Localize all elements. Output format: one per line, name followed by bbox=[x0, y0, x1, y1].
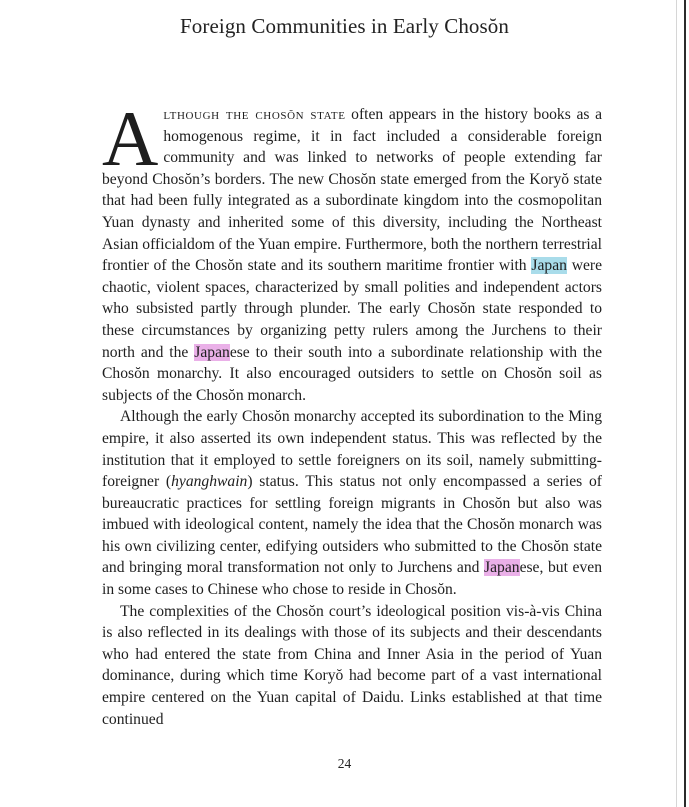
paragraph-2 bbox=[102, 406, 602, 600]
paragraph-3 bbox=[102, 601, 602, 731]
highlight-japan-pink-1[interactable]: Japan bbox=[194, 343, 230, 361]
paragraph-1-text-c: ese to their south into a subordinate relationship with the Chosŏn monarchy. It also encouraged outsiders to settle on Chosŏn soil as subjects of the Chosŏn monarch. bbox=[102, 343, 602, 404]
paragraph-2-text-b: ) status. This status not only encompassed a series of bureaucratic practices for settling foreign migrants in Chosŏn but also was imbued with ideological content, namely the idea that the Chosŏn monarch was his own civilizing center, edifying outsiders who submitted to the Chosŏn state and bringing moral transformation not only to Jurchens and bbox=[102, 473, 602, 577]
paragraph-2-text-a: Although the early Chosŏn monarchy accepted its subordination to the Ming empire, it also asserted its own independent status. This was reflected by the institution that it employed to settle foreigners on its soil, namely submitting-foreigner ( bbox=[102, 408, 602, 491]
page-number: 24 bbox=[337, 756, 352, 771]
drop-cap: A bbox=[102, 95, 159, 182]
paragraph-1-text-a: often appears in the history books as a homogenous regime, it in fact included a considerable foreign community and was linked to networks of people extending far beyond Chosŏn’s borders. The new Chosŏn state emerged from the Koryŏ state that had been fully integrated as a subordinate kingdom into the cosmopolitan Yuan dynasty and inherited some of this diversity, including the Northeast Asian officialdom of the Yuan empire. Furthermore, both the northern terrestrial frontier of the Chosŏn state and its southern maritime frontier with bbox=[102, 106, 602, 275]
running-header-title: Foreign Communities in Early Chosŏn bbox=[180, 14, 509, 38]
paragraph-3-text: The complexities of the Chosŏn court’s ideological position vis-à-vis China is also reflected in its dealings with those of its subjects and their descendants who had entered the state from China and Inner Asia in the period of Yuan dominance, during which time Koryŏ had become part of a vast international empire centered on the Yuan capital of Daidu. Links established at that time continued bbox=[102, 602, 602, 728]
highlight-japan-blue[interactable]: Japan bbox=[531, 257, 567, 275]
highlight-japan-pink-2[interactable]: Japan bbox=[484, 559, 520, 577]
paragraph-1 bbox=[102, 95, 603, 406]
paragraph-2-text-c: ese, but even in some cases to Chinese who chose to reside in Chosŏn. bbox=[102, 559, 602, 599]
page-edge bbox=[684, 0, 686, 807]
small-caps-lead: lthough the chosŏn state bbox=[163, 106, 346, 123]
page-edge-shadow bbox=[676, 0, 677, 807]
paragraph-1-text-b: were chaotic, violent spaces, characterized by small polities and independent actors who subsisted partly through plunder. The early Chosŏn state responded to these circumstances by organizing petty rulers among the Jurchens to their north and the bbox=[102, 257, 603, 361]
body-text bbox=[102, 95, 603, 730]
term-hyanghwain: hyanghwain bbox=[171, 473, 248, 491]
